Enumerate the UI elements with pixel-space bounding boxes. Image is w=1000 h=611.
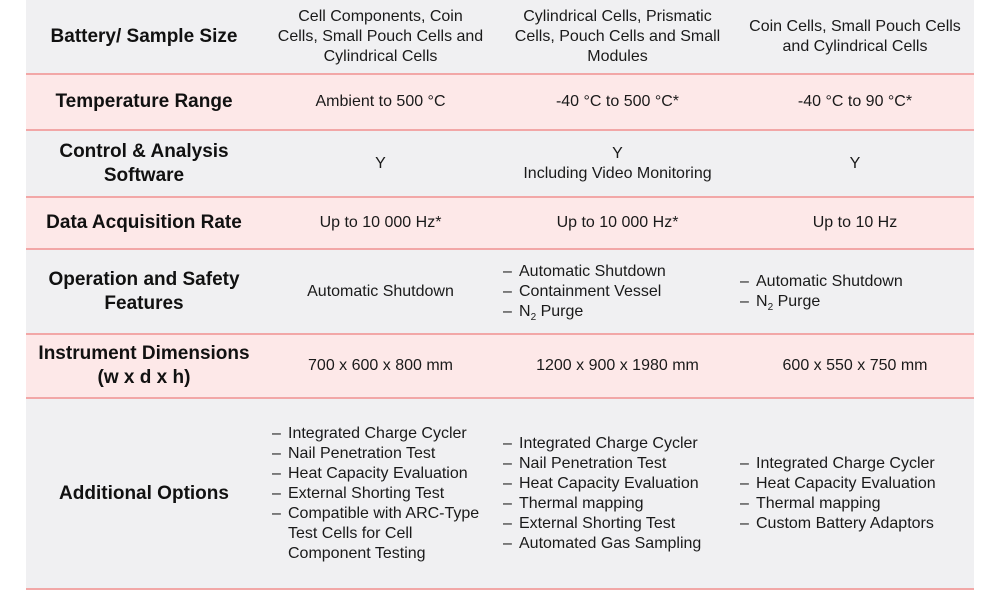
list-item: – Thermal mapping [740, 494, 936, 514]
cell-col2: -40 °C to 500 °C* [555, 93, 680, 110]
cell-col1: 700 x 600 x 800 mm [308, 357, 453, 374]
list-item: – Compatible with ARC-Type Test Cells for Cell Component Testing [272, 504, 479, 564]
list-item: – Containment Vessel [503, 282, 666, 302]
cell-col1: Cell Components, Coin Cells, Small Pouch Cells and Cylindrical Cells [277, 7, 484, 65]
list-item: – Custom Battery Adaptors [740, 514, 936, 534]
row-label: Data Acquisition Rate [46, 212, 242, 233]
list-item: – Nail Penetration Test [272, 444, 479, 464]
row-label: Battery/ Sample Size [50, 25, 238, 47]
list-item: – $N_2$ Purge [503, 302, 666, 322]
cell-col2 [499, 262, 736, 322]
cell-col3 [736, 454, 974, 534]
list-item: – $N_2$ Purge [740, 292, 903, 312]
cell-col3: Coin Cells, Small Pouch Cells and Cylindrical Cells [749, 17, 961, 55]
option-list [503, 434, 701, 554]
cell-col2: Y Including Video Monitoring [523, 144, 712, 182]
cell-col1: Automatic Shutdown [307, 282, 454, 300]
list-item: – Automatic Shutdown [740, 272, 903, 292]
row-label: Temperature Range [55, 91, 233, 112]
feature-list [503, 262, 666, 322]
list-item: – Heat Capacity Evaluation [272, 464, 479, 484]
row-data-acquisition [26, 198, 974, 250]
list-item: – Automatic Shutdown [503, 262, 666, 282]
cell-col2: Cylindrical Cells, Prismatic Cells, Pouch Cells and Small Modules [514, 7, 721, 65]
row-sample-size [26, 0, 974, 75]
row-dimensions [26, 335, 974, 399]
row-additional-options [26, 399, 974, 590]
list-item: – Automated Gas Sampling [503, 534, 701, 554]
row-safety-features [26, 250, 974, 335]
cell-col2 [499, 434, 736, 554]
row-temperature-range [26, 75, 974, 131]
cell-col1: Up to 10 000 Hz* [319, 214, 442, 231]
row-label: Additional Options [59, 482, 229, 504]
cell-col3: Up to 10 Hz [812, 214, 898, 231]
spec-table [26, 0, 974, 590]
option-list [740, 454, 936, 534]
cell-col3: -40 °C to 90 °C* [797, 93, 913, 110]
list-item: – Integrated Charge Cycler [503, 434, 701, 454]
cell-col1 [262, 424, 499, 564]
list-item: – External Shorting Test [503, 514, 701, 534]
list-item: – Integrated Charge Cycler [740, 454, 936, 474]
list-item: – Heat Capacity Evaluation [740, 474, 936, 494]
feature-list [740, 272, 903, 312]
cell-col2: 1200 x 900 x 1980 mm [536, 357, 699, 374]
cell-col1: Y [375, 154, 386, 172]
row-software [26, 131, 974, 198]
row-label: Instrument Dimensions (w x d x h) [38, 343, 250, 388]
list-item: – Nail Penetration Test [503, 454, 701, 474]
cell-col2: Up to 10 000 Hz* [556, 214, 679, 231]
cell-col3 [736, 272, 974, 312]
list-item: – External Shorting Test [272, 484, 479, 504]
row-label: Control & Analysis Software [59, 140, 229, 186]
option-list [272, 424, 479, 564]
list-item: – Heat Capacity Evaluation [503, 474, 701, 494]
list-item: – Thermal mapping [503, 494, 701, 514]
cell-col3: 600 x 550 x 750 mm [782, 357, 928, 374]
cell-col1: Ambient to 500 °C [315, 93, 446, 110]
cell-col3: Y [849, 154, 861, 172]
list-item: – Integrated Charge Cycler [272, 424, 479, 444]
row-label: Operation and Safety Features [48, 268, 240, 314]
